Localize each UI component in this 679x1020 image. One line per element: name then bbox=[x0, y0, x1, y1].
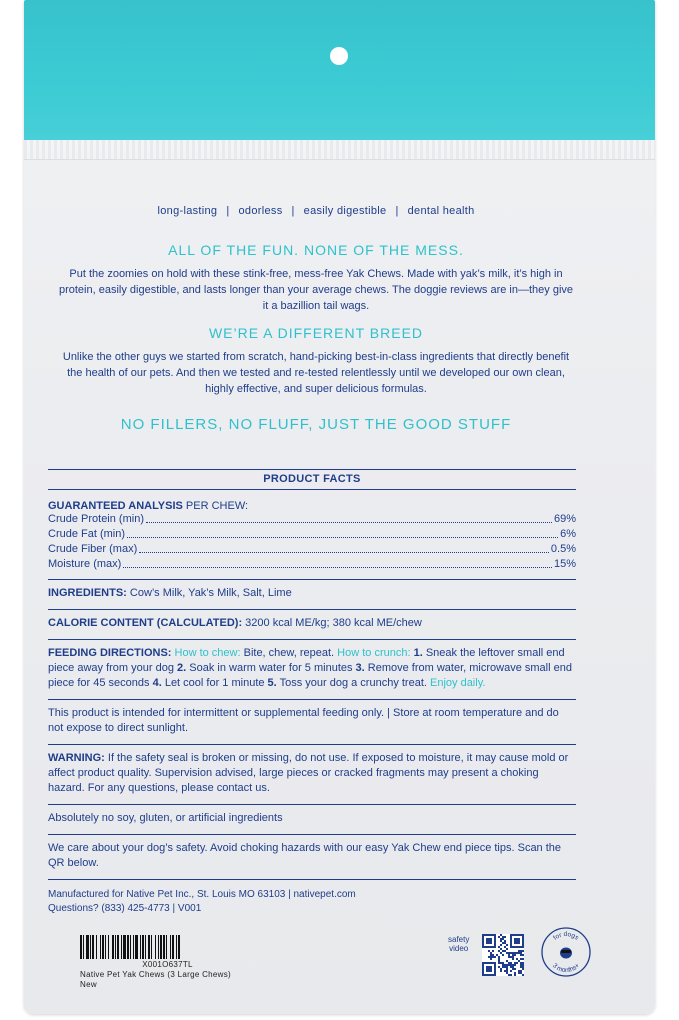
svg-text:for dogs bbox=[552, 931, 580, 942]
heat-seal-strip bbox=[24, 140, 655, 160]
barcode-icon bbox=[80, 935, 300, 959]
no-soy-note: Absolutely no soy, gluten, or artificial ingredients bbox=[48, 812, 283, 824]
analysis-row-fat: Crude Fat (min) 6% bbox=[48, 528, 576, 540]
attribute-dental-health: dental health bbox=[407, 205, 475, 217]
dog-age-badge-icon bbox=[540, 926, 592, 978]
attribute-odorless: odorless bbox=[238, 205, 283, 217]
ingredients: INGREDIENTS: Cow’s Milk, Yak’s Milk, Salt, Lime bbox=[48, 587, 292, 599]
questions-line: Questions? (833) 425-4773 | V001 bbox=[48, 903, 202, 914]
barcode-sticker bbox=[80, 935, 300, 990]
analysis-row-fiber: Crude Fiber (max) 0.5% bbox=[48, 543, 576, 555]
attribute-easily-digestible: easily digestible bbox=[303, 205, 387, 217]
guaranteed-analysis-heading: GUARANTEED ANALYSIS PER CHEW: bbox=[48, 500, 249, 512]
svg-text:3 months+ bbox=[551, 962, 581, 974]
safety-note: We care about your dog’s safety. Avoid choking hazards with our easy Yak Chew end piece tips. Scan the QR below. bbox=[48, 842, 562, 869]
manufacturer-line: Manufactured for Native Pet Inc., St. Louis MO 63103 | nativepet.com bbox=[48, 889, 356, 900]
heading-breed: WE’RE A DIFFERENT BREED bbox=[208, 325, 424, 341]
paragraph-fun: Put the zoomies on hold with these stink-free, mess-free Yak Chews. Made with yak’s milk, it’s high in protein, easily digestible, and lasts longer than your average chews. The doggie reviews are in—they give it a bazillion tail wags. bbox=[58, 268, 574, 312]
warning: WARNING: If the safety seal is broken or missing, do not use. If exposed to moisture, it may cause mold or affect product quality. Supervision advised, large pieces or cracked fragments may present a choking hazard. For any questions, please contact us. bbox=[48, 752, 569, 794]
analysis-row-moisture: Moisture (max) 15% bbox=[48, 558, 576, 570]
attribute-line: long-lasting | odorless | easily digestible | dental health bbox=[157, 205, 475, 217]
feeding-directions: FEEDING DIRECTIONS: How to chew: Bite, chew, repeat. How to crunch: 1. Sneak the leftover small end piece away from your dog 2. Soak in warm water for 5 minutes 3. Remove from water, microwave small end piece for 45 seconds 4. Let cool for 1 minute 5. Toss your dog a crunchy treat. Enjoy daily. bbox=[48, 647, 572, 689]
hang-hole bbox=[330, 47, 348, 65]
product-facts-title: PRODUCT FACTS bbox=[48, 469, 576, 490]
barcode-line-2: New bbox=[80, 980, 97, 989]
safety-video-label: safety video bbox=[448, 935, 470, 953]
sunglasses-icon bbox=[561, 950, 571, 953]
tagline: NO FILLERS, NO FLUFF, JUST THE GOOD STUFF bbox=[120, 416, 512, 433]
heading-fun: ALL OF THE FUN. NONE OF THE MESS. bbox=[168, 242, 464, 258]
badge-top-text: for dogs bbox=[552, 930, 580, 942]
back-label bbox=[48, 200, 576, 916]
teal-top-band bbox=[24, 0, 655, 140]
calorie-content: CALORIE CONTENT (CALCULATED): 3200 kcal ME/kg; 380 kcal ME/chew bbox=[48, 617, 422, 629]
barcode-code: X001O637TL bbox=[142, 960, 193, 969]
barcode-bar bbox=[178, 935, 180, 959]
analysis-row-protein: Crude Protein (min) 69% bbox=[48, 513, 576, 525]
product-facts-panel bbox=[48, 469, 576, 916]
attribute-long-lasting: long-lasting bbox=[157, 205, 218, 217]
badge-bottom-text: 3 months+ bbox=[550, 962, 582, 975]
barcode-line-1: Native Pet Yak Chews (3 Large Chews) bbox=[80, 970, 232, 979]
qr-code-icon[interactable] bbox=[482, 934, 524, 976]
feeding-note: This product is intended for intermittent or supplemental feeding only. | Store at room temperature and do not expose to direct sunlight. bbox=[48, 707, 559, 734]
manufacturer-info bbox=[48, 880, 576, 916]
paragraph-breed: Unlike the other guys we started from scratch, hand-picking best-in-class ingredients that directly benefit the health of our pets. And then we tested and re-tested relentlessly until we developed our own clean, highly effective, and super delicious formulas. bbox=[62, 351, 570, 395]
